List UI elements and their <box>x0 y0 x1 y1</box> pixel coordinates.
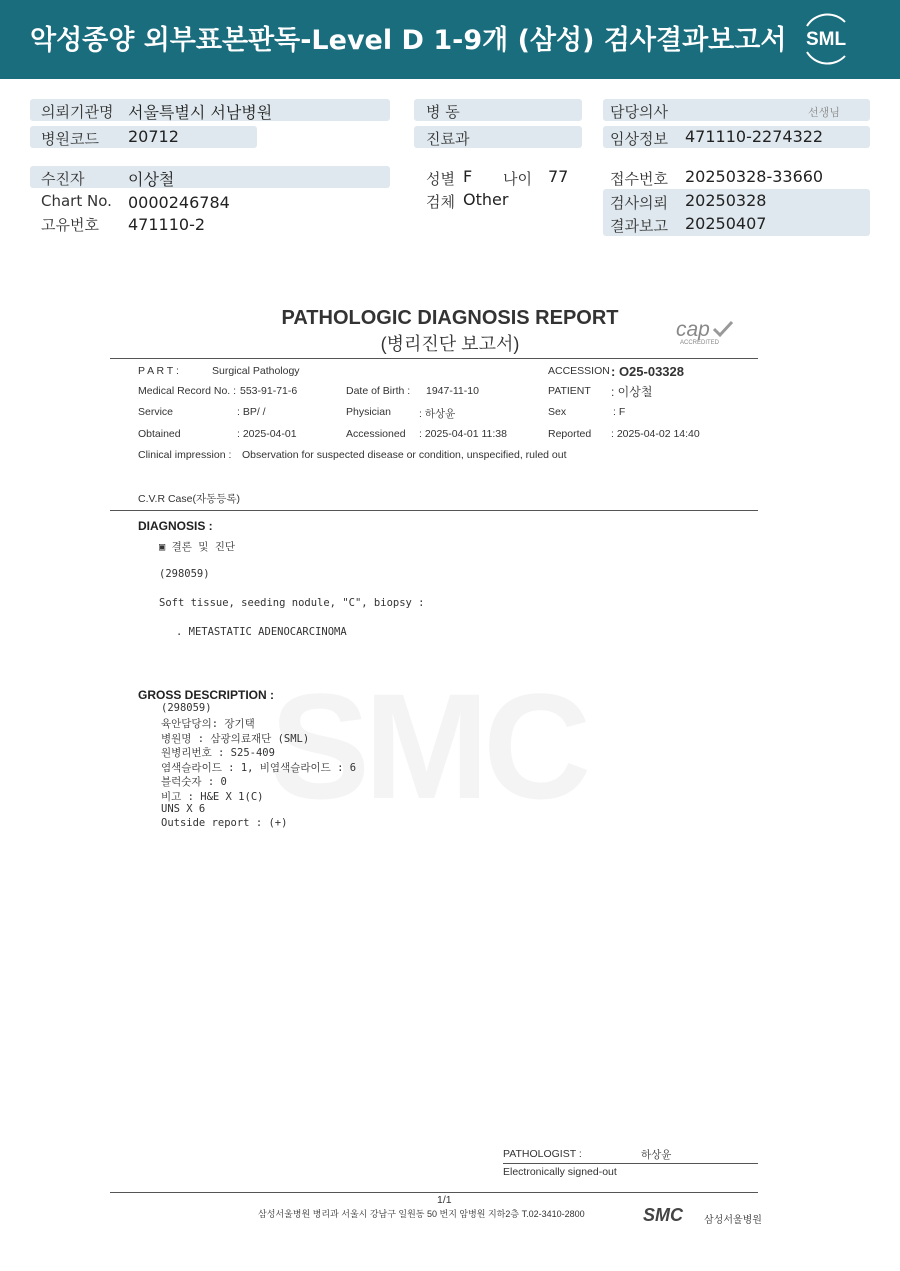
clinical-info-value: 471110-2274322 <box>685 127 824 146</box>
clinical-impression-value: Observation for suspected disease or condition, unspecified, ruled out <box>242 449 567 461</box>
mrn-value: 553-91-71-6 <box>240 385 298 397</box>
unique-number-label: 고유번호 <box>41 216 99 234</box>
age-label: 나이 <box>503 170 532 188</box>
diagnosis-line: Soft tissue, seeding nodule, "C", biopsy : <box>159 597 425 609</box>
part-value: Surgical Pathology <box>212 365 300 377</box>
physician-value: : 하상윤 <box>419 408 456 420</box>
clinical-impression-label: Clinical impression : <box>138 449 232 461</box>
patient-id-value: : 이상철 <box>611 385 653 399</box>
signature-rule <box>503 1163 758 1164</box>
dob-value: 1947-11-10 <box>426 385 479 397</box>
receipt-number-label: 접수번호 <box>610 170 668 188</box>
sex-report-value: : F <box>613 406 626 418</box>
cvr-case: C.V.R Case(자동등록) <box>138 493 241 505</box>
gross-line: Outside report : (+) <box>161 817 288 829</box>
ward-label: 병 동 <box>426 103 460 121</box>
reported-label: Reported <box>548 428 592 440</box>
dob-label: Date of Birth : <box>346 385 411 397</box>
patient-id-label: PATIENT <box>548 385 591 397</box>
unique-number-value: 471110-2 <box>128 215 206 234</box>
smc-logo: SMC <box>643 1205 683 1225</box>
diagnosis-heading: DIAGNOSIS : <box>138 519 213 533</box>
doctor-suffix: 선생님 <box>808 106 840 119</box>
footer-hospital: 삼성서울병원 <box>704 1215 762 1226</box>
accession-value: : O25-03328 <box>611 364 684 379</box>
mrn-label: Medical Record No. : <box>138 385 237 397</box>
result-date-label: 결과보고 <box>610 217 668 235</box>
footer-rule <box>110 1192 758 1193</box>
patient-value: 이상철 <box>128 170 175 189</box>
request-date-value: 20250328 <box>685 191 767 210</box>
accessioned-label: Accessioned <box>346 428 406 440</box>
chart-value: 0000246784 <box>128 193 230 212</box>
result-date-value: 20250407 <box>685 214 767 233</box>
gross-line: UNS X 6 <box>161 803 206 815</box>
request-date-label: 검사의뢰 <box>610 194 668 212</box>
page-number: 1/1 <box>437 1194 452 1206</box>
gross-line: 병원명 : 삼광의료재단 (SML) <box>161 733 310 745</box>
age-value: 77 <box>548 167 569 186</box>
sex-report-label: Sex <box>548 406 567 418</box>
obtained-label: Obtained <box>138 428 181 440</box>
sex-label: 성별 <box>426 170 455 188</box>
accessioned-value: : 2025-04-01 11:38 <box>419 428 507 440</box>
accession-label: ACCESSION <box>548 365 610 377</box>
cap-accredited-logo <box>676 318 736 350</box>
report-subheading: (병리진단 보고서) <box>380 334 520 354</box>
smc-watermark <box>270 660 585 833</box>
gross-line: 비고 : H&E X 1(C) <box>161 791 264 803</box>
department-label: 진료과 <box>426 130 470 148</box>
pathologist-name: 하상윤 <box>641 1149 672 1161</box>
gross-line: (298059) <box>161 702 212 714</box>
hospital-code-label: 병원코드 <box>41 130 99 148</box>
gross-line: 원병리번호 : S25-409 <box>161 747 275 759</box>
obtained-value: : 2025-04-01 <box>237 428 297 440</box>
receipt-number-value: 20250328-33660 <box>685 167 824 186</box>
sml-logo <box>795 10 857 66</box>
diagnosis-result: . METASTATIC ADENOCARCINOMA <box>176 626 347 638</box>
institution-value: 서울특별시 서남병원 <box>128 103 273 122</box>
specimen-value: Other <box>463 190 509 209</box>
sex-value: F <box>463 167 473 186</box>
part-label: P A R T : <box>138 365 179 377</box>
diagnosis-line: ▣ 결론 및 진단 <box>159 541 236 553</box>
reported-value: : 2025-04-02 14:40 <box>611 428 700 440</box>
hospital-code-value: 20712 <box>128 127 179 146</box>
patient-label: 수진자 <box>41 170 85 188</box>
specimen-label: 검체 <box>426 193 455 211</box>
cap-text: cap <box>676 318 710 341</box>
checkmark-icon <box>712 320 734 338</box>
svg-text:SML: SML <box>805 29 847 50</box>
gross-line: 육안담당의: 장기택 <box>161 718 255 730</box>
chart-label: Chart No. <box>41 192 112 210</box>
cap-subtext: ACCREDITED <box>680 340 720 346</box>
institution-label: 의뢰기관명 <box>41 103 114 121</box>
gross-description-heading: GROSS DESCRIPTION : <box>138 688 275 702</box>
diagnosis-rule <box>110 510 758 511</box>
doctor-label: 담당의사 <box>610 103 668 121</box>
footer-address: 삼성서울병원 병리과 서울시 강남구 일원동 50 번지 암병원 지하2층 T.02-3410-2800 <box>258 1209 585 1219</box>
physician-label: Physician <box>346 406 391 418</box>
service-label: Service <box>138 406 174 418</box>
report-title: 악성종양 외부표본판독-Level D 1-9개 (삼성) 검사결과보고서 <box>30 25 787 56</box>
gross-line: 염색슬라이드 : 1, 비염색슬라이드 : 6 <box>161 762 357 774</box>
clinical-info-label: 임상정보 <box>610 130 668 148</box>
service-value: : BP/ / <box>237 406 266 418</box>
pathologist-label: PATHOLOGIST : <box>503 1148 582 1160</box>
diagnosis-line: (298059) <box>159 568 210 580</box>
report-heading: PATHOLOGIC DIAGNOSIS REPORT <box>281 307 619 329</box>
signed-out-text: Electronically signed-out <box>503 1166 617 1178</box>
gross-line: 블럭숫자 : 0 <box>161 776 227 788</box>
top-rule <box>110 358 758 359</box>
